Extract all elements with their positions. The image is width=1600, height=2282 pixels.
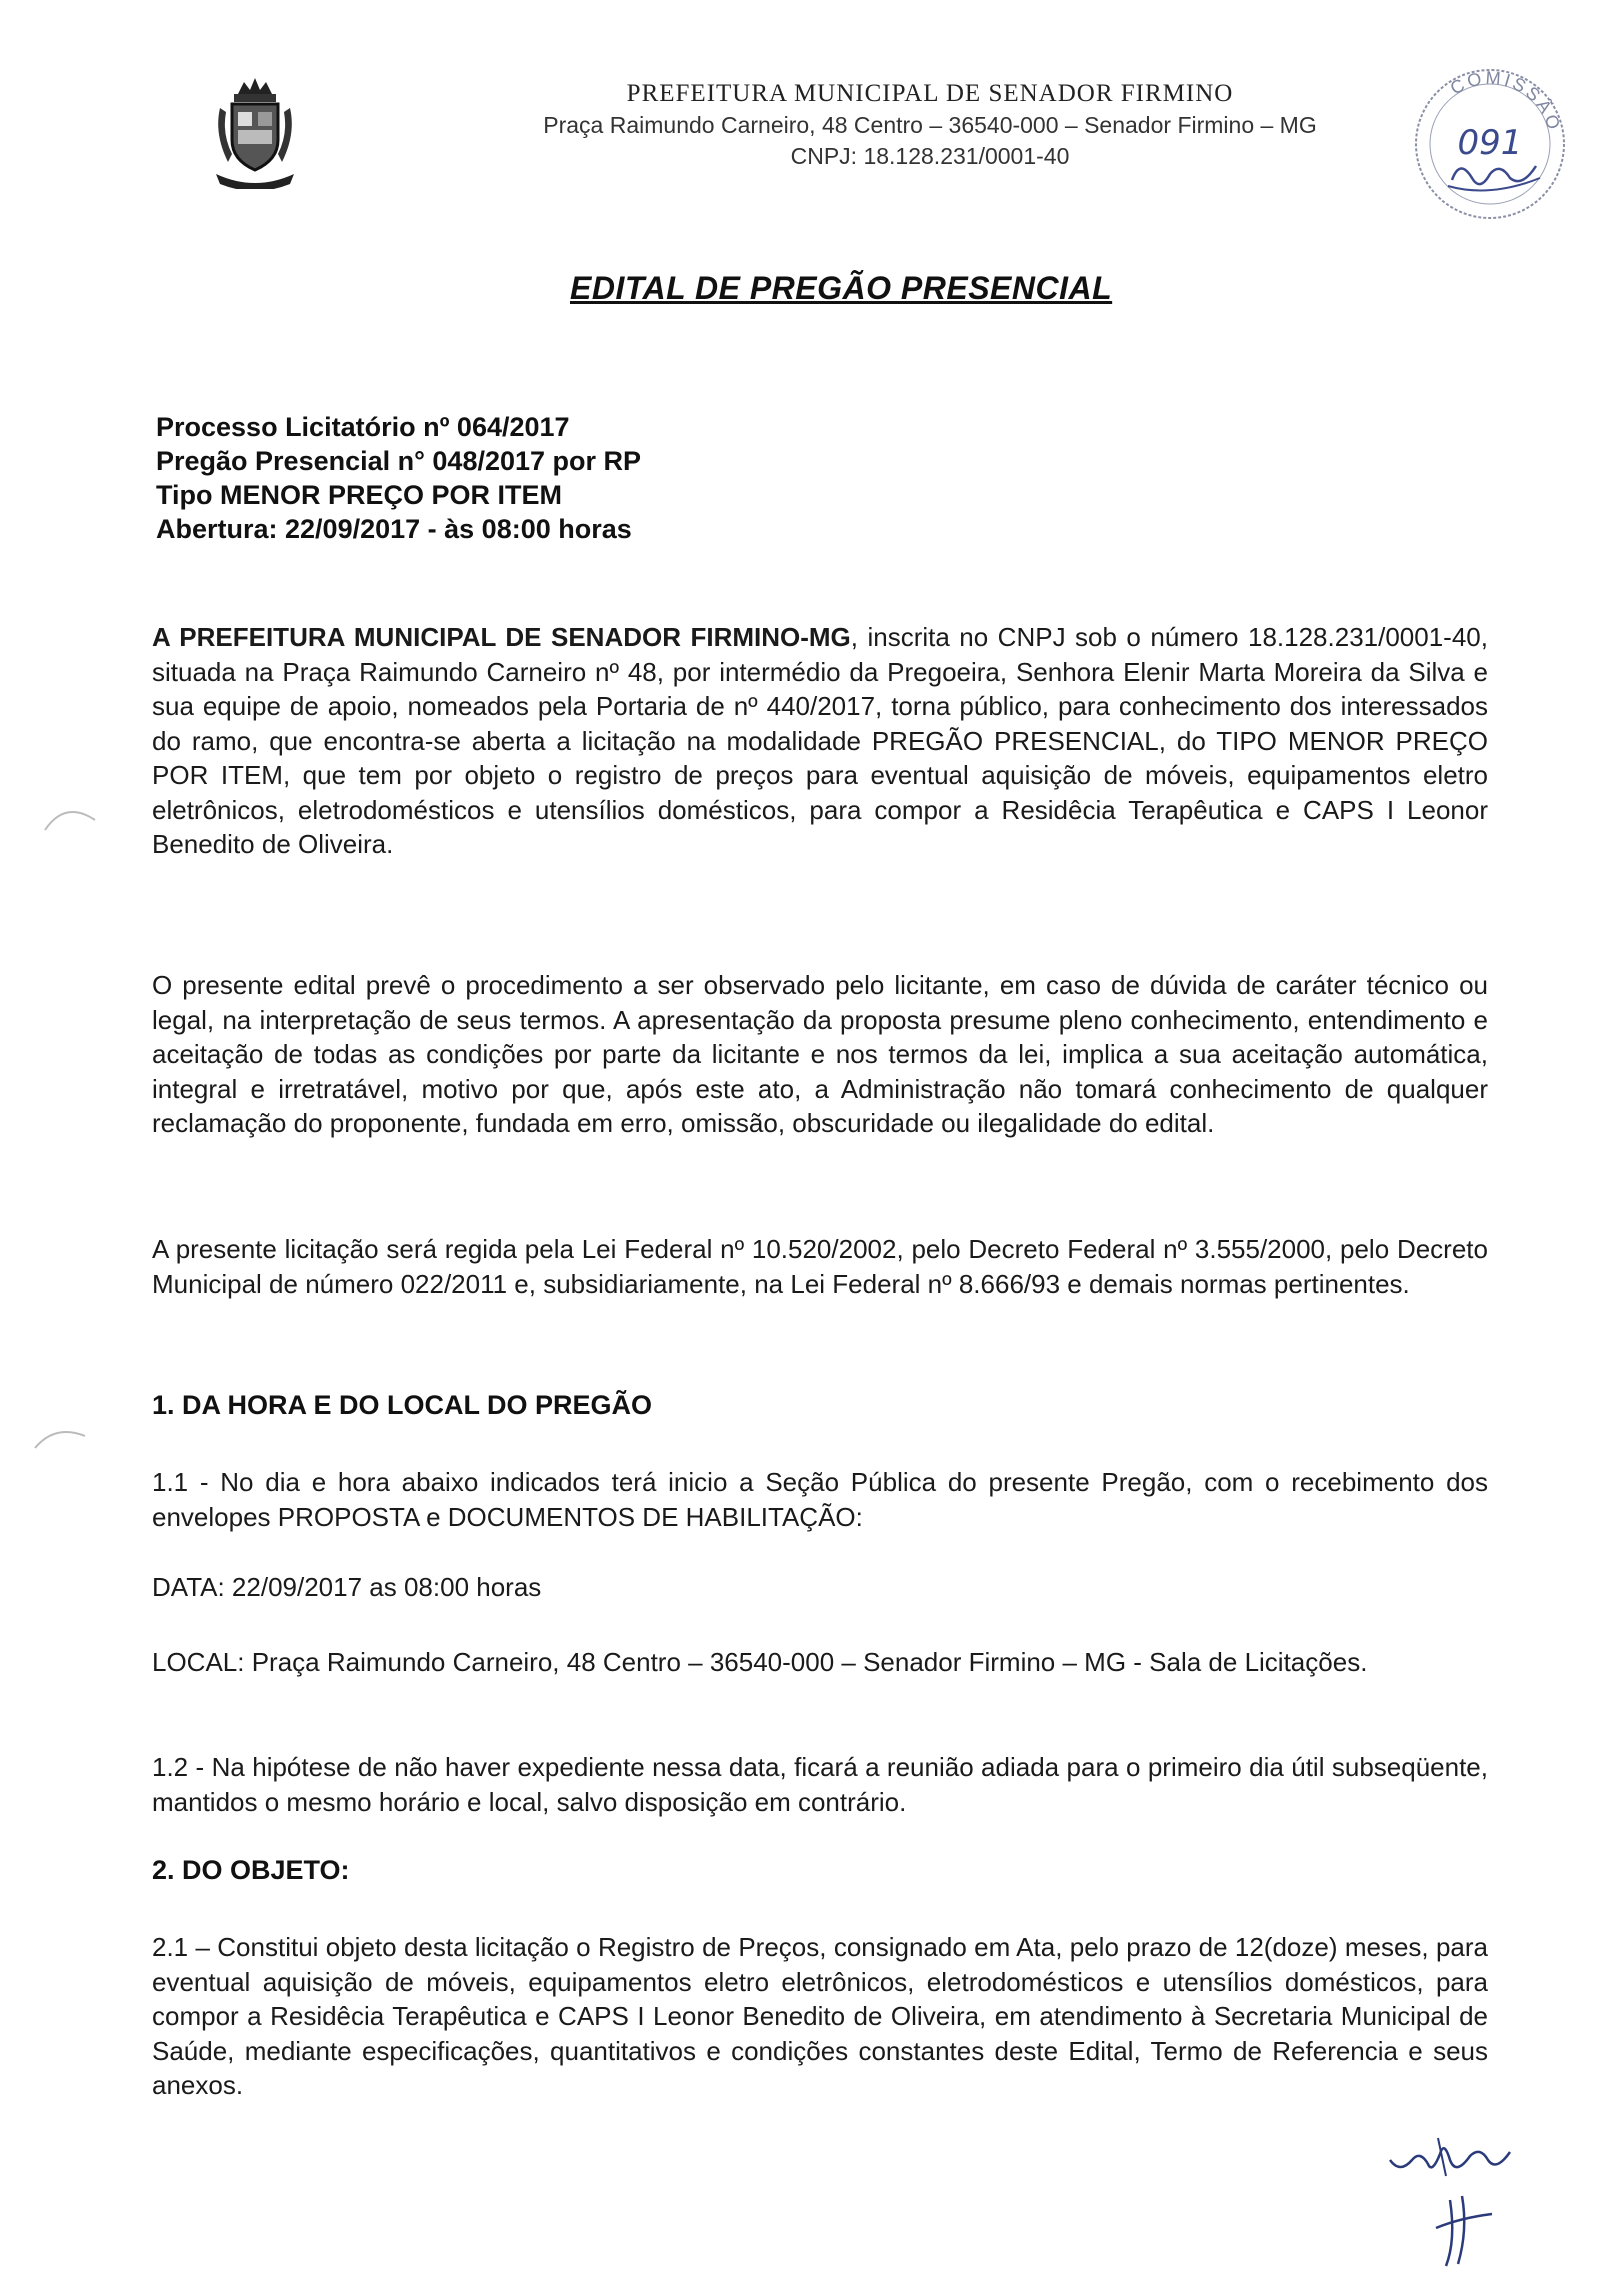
intro-text: , inscrita no CNPJ sob o número 18.128.231/0001-40, situada na Praça Raimundo Carneiro nº 48, por intermédio da Pregoeira, Senhora Elenir Marta Moreira da Silva e sua equipe de apoio, nomeados pela Portaria de nº 440/2017, torna público, para conhecimento dos interessados do ramo, que encontra-se aberta a licitação na modalidade PREGÃO PRESENCIAL, do TIPO MENOR PREÇO POR ITEM, que tem por objeto o registro de preços para eventual aquisição de móveis, equipamentos eletro eletrônicos, eletrodomésticos e utensílios domésticos, para compor a Residêcia Terapêutica e CAPS I Leonor Benedito de Oliveira. (152, 622, 1488, 859)
municipality-cnpj: CNPJ: 18.128.231/0001-40 (790, 143, 1070, 169)
stamp-text: COMISSÃO (1446, 67, 1565, 135)
section-2-1: 2.1 – Constitui objeto desta licitação o Registro de Preços, consignado em Ata, pelo prazo de 12(doze) meses, para eventual aquisição de móveis, equipamentos eletro eletrônicos, eletrodomésticos e utensílios domésticos, para compor a Residêcia Terapêutica e CAPS I Leonor Benedito de Oliveira, em atendimento à Secretaria Municipal de Saúde, mediante especificações, quantitativos e condições constantes deste Edital, Termo de Referencia e seus anexos. (152, 1932, 1488, 2100)
intro-paragraph (152, 620, 1488, 862)
margin-mark (30, 1420, 90, 1460)
section-1-1: 1.1 - No dia e hora abaixo indicados terá inicio a Seção Pública do presente Pregão, com o recebimento dos envelopes PROPOSTA e DOCUMENTOS DE HABILITAÇÃO: (152, 1467, 1488, 1532)
section-1-heading: 1. DA HORA E DO LOCAL DO PREGÃO (152, 1390, 653, 1420)
municipal-coat-of-arms-icon (210, 74, 300, 189)
commission-stamp (1390, 62, 1590, 227)
session-location: LOCAL: Praça Raimundo Carneiro, 48 Centro – 36540-000 – Senador Firmino – MG - Sala de Licitações. (152, 1647, 1368, 1677)
scope-paragraph: O presente edital prevê o procedimento a ser observado pelo licitante, em caso de dúvida de caráter técnico ou legal, na interpretação de seus termos. A apresentação da proposta presume pleno conhecimento, entendimento e aceitação de todas as condições por parte da licitante e nos termos da lei, implica a sua aceitação automática, integral e irretratável, motivo por que, após este ato, a Administração não tomará conhecimento de qualquer reclamação do proponente, fundada em erro, omissão, obscuridade ou ilegalidade do edital. (152, 970, 1488, 1138)
municipality-address: Praça Raimundo Carneiro, 48 Centro – 36540-000 – Senador Firmino – MG (543, 112, 1317, 138)
municipality-name: PREFEITURA MUNICIPAL DE SENADOR FIRMINO (626, 80, 1234, 107)
section-1-2: 1.2 - Na hipótese de não haver expediente nessa data, ficará a reunião adiada para o primeiro dia útil subseqüente, mantidos o mesmo horário e local, salvo disposição em contrário. (152, 1752, 1488, 1817)
intro-lead: A PREFEITURA MUNICIPAL DE SENADOR FIRMINO-MG (152, 622, 851, 652)
margin-mark (40, 800, 100, 840)
stamp-number: 091 (1457, 123, 1523, 163)
handwritten-initials (1380, 2130, 1580, 2270)
session-date: DATA: 22/09/2017 as 08:00 horas (152, 1572, 542, 1602)
process-info (156, 410, 641, 546)
section-2-heading: 2. DO OBJETO: (152, 1855, 350, 1885)
document-title: EDITAL DE PREGÃO PRESENCIAL (570, 270, 1113, 306)
auction-type: Tipo MENOR PREÇO POR ITEM (156, 480, 563, 510)
legal-basis-paragraph: A presente licitação será regida pela Lei Federal nº 10.520/2002, pelo Decreto Federal nº 3.555/2000, pelo Decreto Municipal de número 022/2011 e, subsidiariamente, na Lei Federal nº 8.666/93 e demais normas pertinentes. (152, 1234, 1488, 1299)
letterhead (200, 70, 1400, 200)
opening-date: Abertura: 22/09/2017 - às 08:00 horas (156, 514, 632, 544)
auction-number: Pregão Presencial n° 048/2017 por RP (156, 446, 642, 476)
process-number: Processo Licitatório nº 064/2017 (156, 412, 570, 442)
